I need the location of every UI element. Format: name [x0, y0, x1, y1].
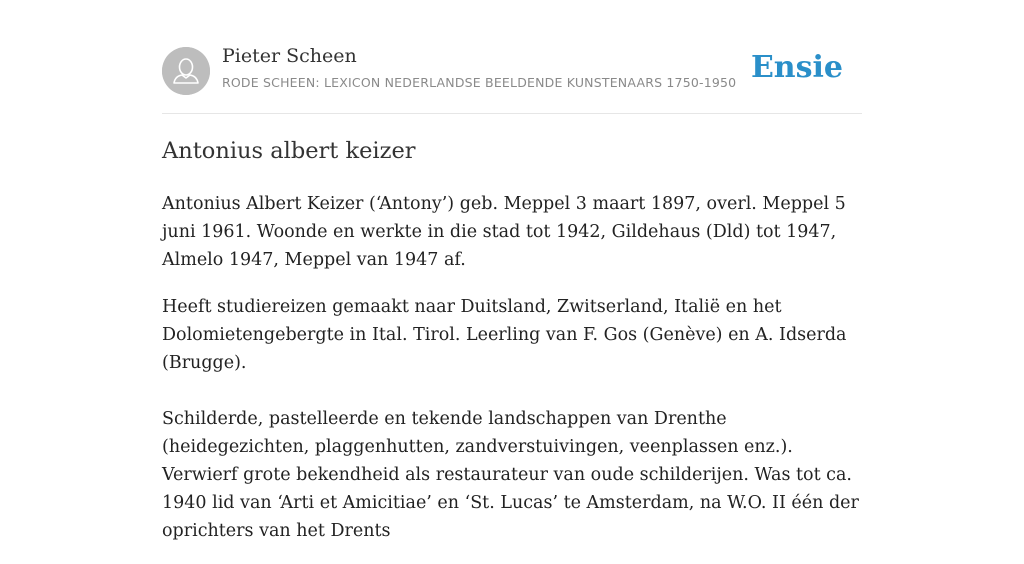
- user-avatar-icon[interactable]: [162, 47, 210, 95]
- author-name[interactable]: Pieter Scheen: [222, 45, 357, 67]
- paragraph-spacer: [162, 377, 862, 405]
- article-body: [162, 190, 862, 564]
- article-paragraph: Antonius Albert Keizer (‘Antony’) geb. Meppel 3 maart 1897, overl. Meppel 5 juni 1961. Woonde en werkte in die stad tot 1942, Gildehaus (Dld) tot 1947, Almelo 1947, Meppel van 1947 af.: [162, 194, 846, 270]
- page-container: [162, 0, 862, 541]
- article-paragraph: Schilderde, pastelleerde en tekende landschappen van Drenthe (heidegezichten, plaggenhutten, zandverstuivingen, veenplassen enz.). Verwierf grote bekendheid als restaurateur van oude schilderijen. Was tot ca. 1940 lid van ‘Arti et Amicitiae’ en ‘St. Lucas’ te Amsterdam, na W.O. II één der oprichters van het Drents: [162, 409, 859, 541]
- author-header: [162, 0, 862, 114]
- article-title: Antonius albert keizer: [162, 138, 416, 164]
- article-paragraph: Heeft studiereizen gemaakt naar Duitsland, Zwitserland, Italië en het Dolomietengebergte in Ital. Tirol. Leerling van F. Gos (Genève) en A. Idserda (Brugge).: [162, 297, 847, 373]
- ensie-logo[interactable]: Ensie: [750, 50, 843, 85]
- source-subtitle: RODE SCHEEN: LEXICON NEDERLANDSE BEELDENDE KUNSTENAARS 1750-1950: [222, 75, 737, 90]
